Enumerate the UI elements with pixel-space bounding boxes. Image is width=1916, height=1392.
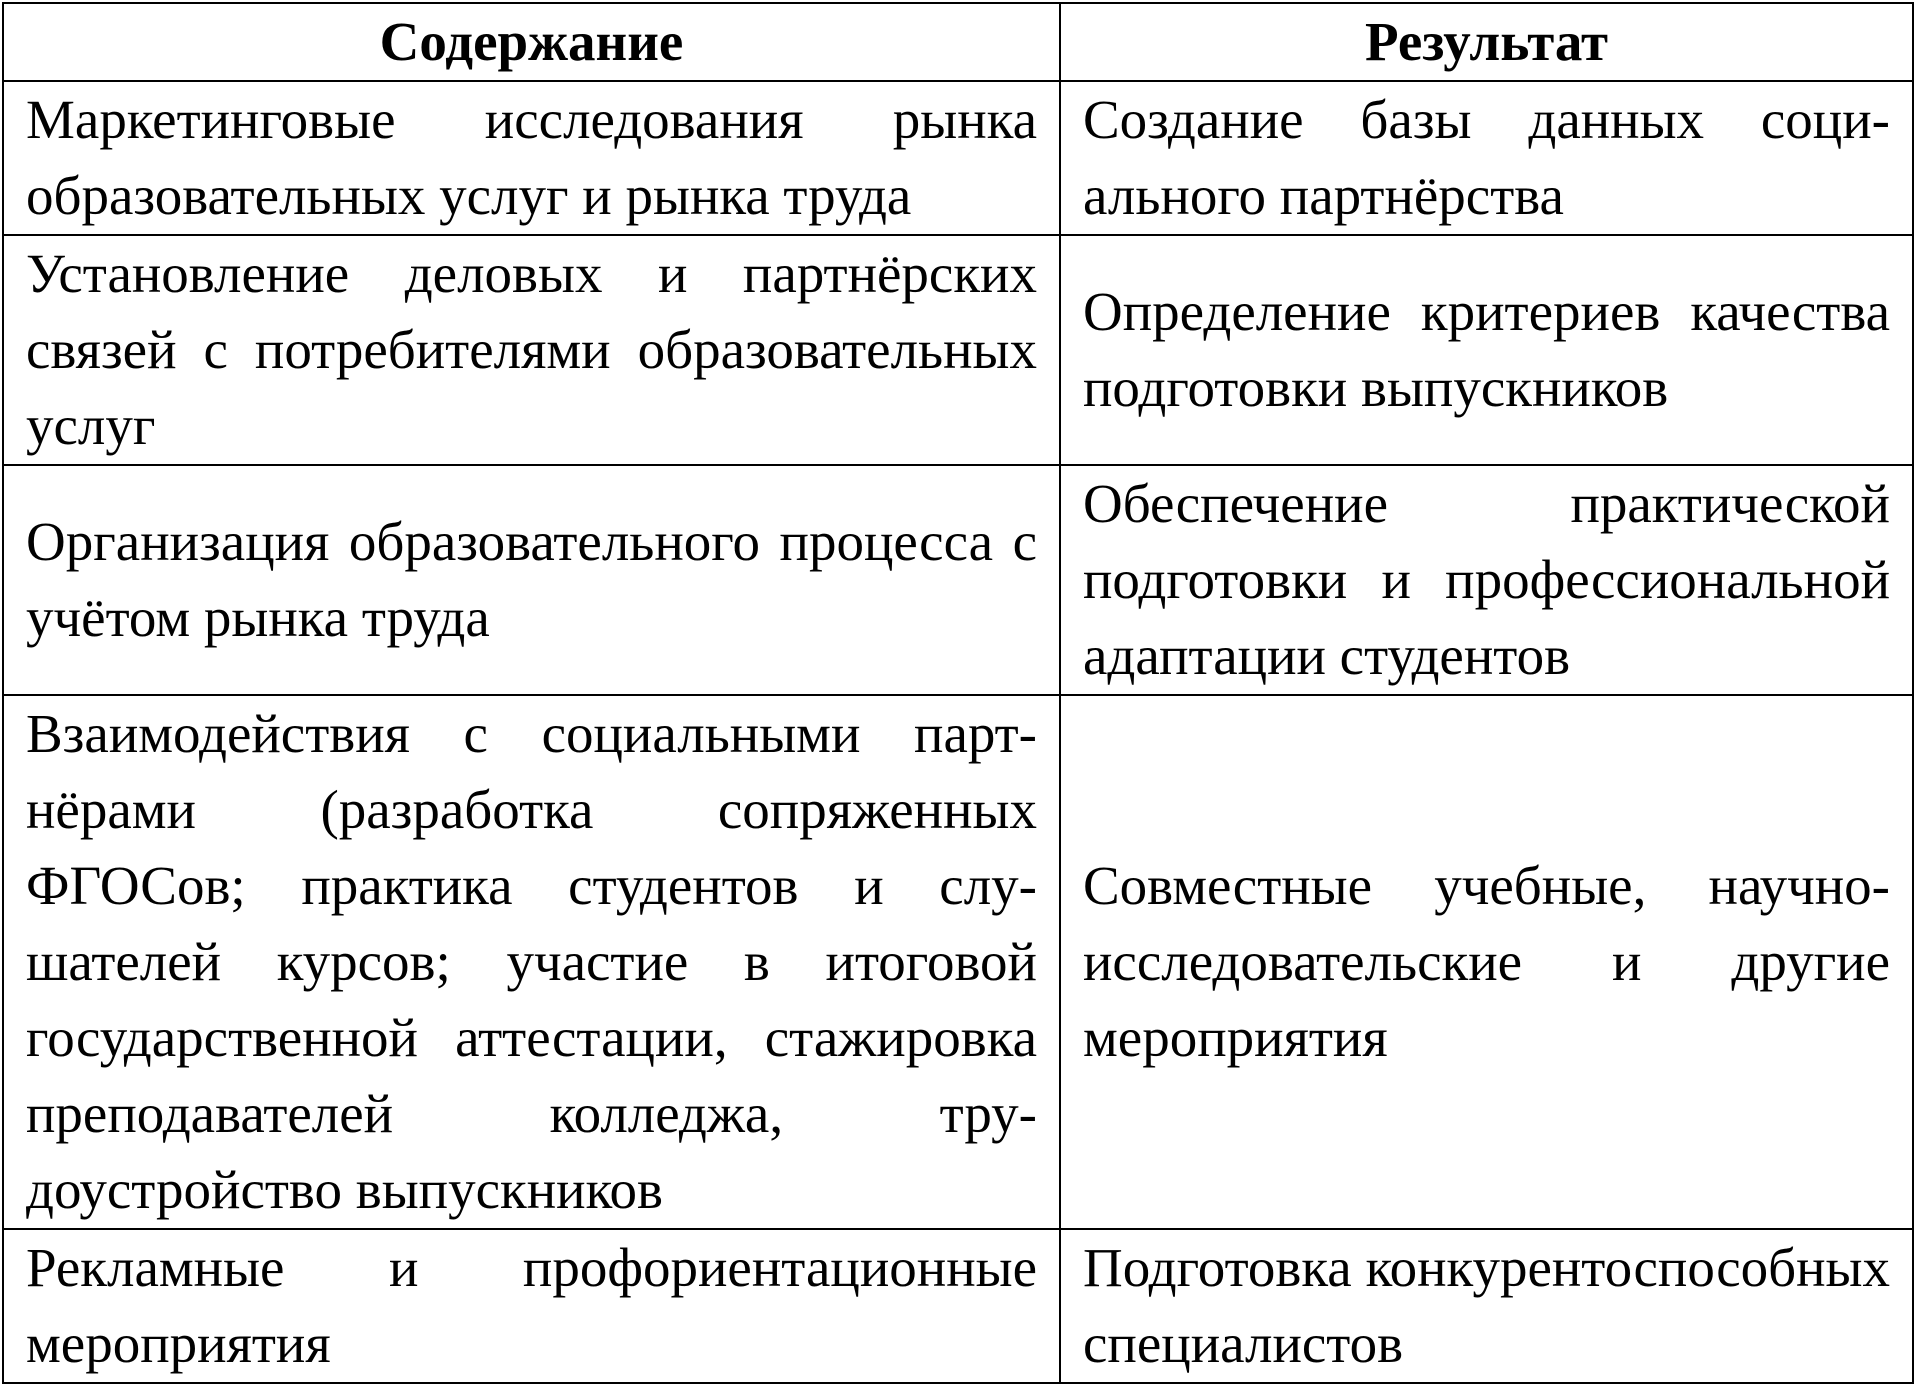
result-cell: Подготовка конкурентоспособных специалистов <box>1060 1229 1913 1383</box>
content-cell: Маркетинговые исследования рынка образовательных услуг и рынка труда <box>3 81 1060 235</box>
header-result: Результат <box>1060 3 1913 81</box>
table-row <box>3 465 1913 695</box>
content-cell: Организация образовательного процесса с учётом рынка труда <box>3 465 1060 695</box>
table-row <box>3 81 1913 235</box>
result-cell: Создание базы данных социального партнёрства <box>1060 81 1913 235</box>
result-cell: Определение критериев качества подготовки выпускников <box>1060 235 1913 465</box>
table-header-row <box>3 3 1913 81</box>
result-cell: Совместные учебные, научно-исследовательские и другие мероприятия <box>1060 695 1913 1229</box>
table-row <box>3 1229 1913 1383</box>
table-row <box>3 235 1913 465</box>
content-cell: Установление деловых и партнёрских связей с потребителями образовательных услуг <box>3 235 1060 465</box>
header-content: Содержание <box>3 3 1060 81</box>
table-row <box>3 695 1913 1229</box>
result-cell: Обеспечение практической подготовки и профессиональной адаптации студентов <box>1060 465 1913 695</box>
content-result-table <box>2 2 1914 1384</box>
content-cell: Взаимодействия с социальными партнёрами (разработка сопряженных ФГОСов; практика студентов и слушателей курсов; участие в итоговой государственной аттестации, стажировка преподавателей колледжа, трудоустройство выпускников <box>3 695 1060 1229</box>
content-cell: Рекламные и профориентационные мероприятия <box>3 1229 1060 1383</box>
